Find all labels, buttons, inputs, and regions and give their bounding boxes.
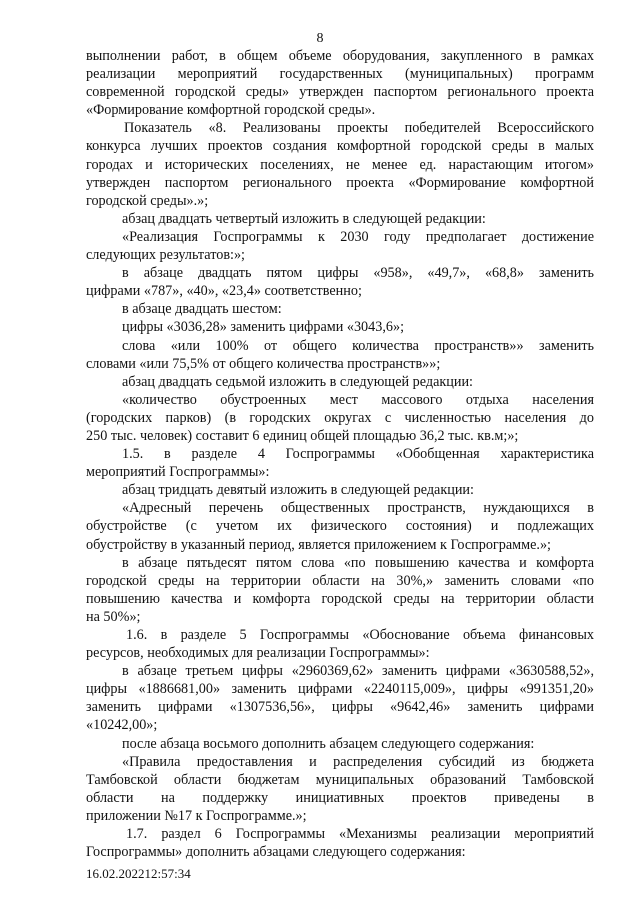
- text-line: в абзаце пятьдесят пятом слова «по повышению качества и комфорта: [122, 554, 594, 571]
- text-line: обустройству в указанный период, является приложением к Госпрограмме.»;: [86, 536, 551, 553]
- text-line: «10242,00»;: [86, 717, 158, 734]
- text-line: «Формирование комфортной городской среды».: [86, 102, 376, 119]
- text-line: цифрами «787», «40», «23,4» соответственно;: [86, 283, 362, 300]
- text-line: выполнении работ, в общем объеме оборудования, закупленного в рамках: [86, 48, 594, 64]
- document-body: [86, 47, 594, 861]
- text-line: приложении №17 к Госпрограмме.»;: [86, 807, 307, 824]
- text-line: в абзаце двадцать шестом:: [122, 301, 282, 318]
- text-line: 1.5. в разделе 4 Госпрограммы «Обобщенная характеристика: [122, 446, 594, 463]
- text-line: Показатель «8. Реализованы проекты победителей Всероссийского: [124, 120, 594, 137]
- text-line: 1.7. раздел 6 Госпрограммы «Механизмы реализации мероприятий: [126, 826, 594, 843]
- text-line: в абзаце третьем цифры «2960369,62» заменить цифрами «3630588,52»,: [122, 663, 594, 680]
- text-line: (городских парков) (в городских округах с численностью населения до: [86, 409, 594, 426]
- text-line: следующих результатов:»;: [86, 247, 245, 264]
- text-line: цифры «3036,28» заменить цифрами «3043,6»;: [122, 319, 405, 336]
- text-line: после абзаца восьмого дополнить абзацем следующего содержания:: [122, 735, 535, 752]
- text-line: в абзаце двадцать пятом цифры «958», «49,7», «68,8» заменить: [122, 265, 594, 282]
- text-line: ресурсов, необходимых для реализации Госпрограммы»:: [86, 645, 430, 662]
- text-line: реализации мероприятий государственных (муниципальных) программ: [86, 66, 594, 83]
- text-line: абзац двадцать четвертый изложить в следующей редакции:: [122, 210, 486, 227]
- text-line: 250 тыс. человек) составит 6 единиц общей площадью 36,2 тыс. кв.м;»;: [86, 427, 519, 444]
- text-line: «количество обустроенных мест массового отдыха населения: [122, 391, 594, 408]
- text-line: мероприятий Госпрограммы»:: [86, 464, 270, 481]
- text-line: области на поддержку инициативных проектов приведены в: [86, 789, 594, 806]
- text-line: утвержден паспортом регионального проекта «Формирование комфортной: [86, 174, 594, 191]
- text-line: слова «или 100% от общего количества пространств»» заменить: [122, 337, 594, 354]
- text-line: «Правила предоставления и распределения субсидий из бюджета: [122, 753, 594, 770]
- text-line: 1.6. в разделе 5 Госпрограммы «Обоснование объема финансовых: [126, 627, 594, 643]
- text-line: Госпрограммы» дополнить абзацами следующего содержания:: [86, 844, 466, 861]
- text-line: современной городской среды» утвержден паспортом регионального проекта: [86, 84, 594, 101]
- text-line: заменить цифрами «1307536,56», цифры «9642,46» заменить цифрами: [86, 699, 594, 716]
- text-line: повышению качества и комфорта городской среды на территории области: [86, 590, 594, 607]
- text-line: городской среды».»;: [86, 192, 209, 209]
- page-number: 8: [316, 31, 324, 46]
- text-line: словами «или 75,5% от общего количества пространств»»;: [86, 355, 441, 372]
- text-line: Тамбовской области бюджетам муниципальных образований Тамбовской: [86, 771, 594, 788]
- footer-timestamp: 16.02.202212:57:34: [86, 866, 191, 881]
- text-line: конкурса лучших проектов создания комфортной городской среды в малых: [86, 138, 594, 155]
- text-line: абзац двадцать седьмой изложить в следующей редакции:: [122, 373, 473, 390]
- text-line: цифры «1886681,00» заменить цифрами «2240115,009», цифры «991351,20»: [86, 681, 594, 698]
- text-line: «Адресный перечень общественных пространств, нуждающихся в: [122, 500, 594, 517]
- text-line: городской среды на территории области на 30%,» заменить словами «по: [86, 572, 594, 589]
- text-line: на 50%»;: [86, 608, 141, 625]
- text-line: городах и исторических поселениях, не менее ед. нарастающим итогом»: [86, 156, 594, 173]
- text-line: «Реализация Госпрограммы к 2030 году предполагает достижение: [122, 228, 594, 245]
- text-line: абзац тридцать девятый изложить в следующей редакции:: [122, 482, 474, 499]
- text-line: обустройстве (с учетом их физического состояния) и подлежащих: [86, 518, 594, 535]
